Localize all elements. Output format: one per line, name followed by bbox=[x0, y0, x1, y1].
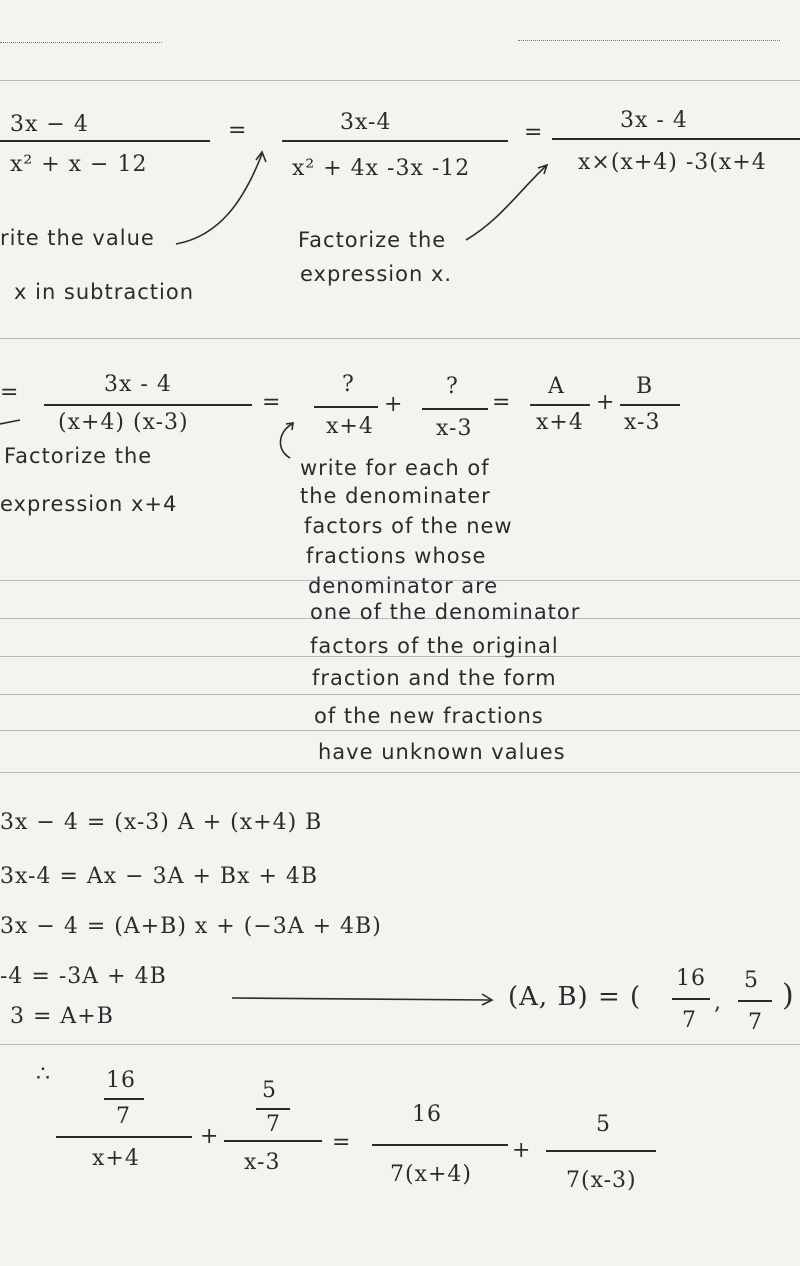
result-comma: , bbox=[714, 990, 722, 1015]
final-f1-top-den: 7 bbox=[116, 1104, 131, 1129]
plus-sign: + bbox=[384, 392, 404, 417]
step2-den1: (x+4) (x-3) bbox=[58, 410, 189, 435]
step2-num1: 3x - 4 bbox=[104, 372, 172, 397]
step2-a-den: x+4 bbox=[536, 410, 584, 435]
step1-note-left-1: rite the value bbox=[0, 226, 155, 250]
system-equation: -4 = -3A + 4B bbox=[0, 964, 167, 989]
plus-sign: + bbox=[512, 1138, 532, 1163]
equation-line: 3x − 4 = (A+B) x + (−3A + 4B) bbox=[0, 914, 382, 939]
step2-q2-num: ? bbox=[446, 374, 459, 399]
equation-line: 3x − 4 = (x-3) A + (x+4) B bbox=[0, 810, 323, 835]
explanation-line: one of the denominator bbox=[310, 600, 581, 624]
arrow-stroke bbox=[466, 166, 546, 240]
step2-b-den: x-3 bbox=[624, 410, 661, 435]
step2-q2-den: x-3 bbox=[436, 416, 473, 441]
final-f2-top-den: 7 bbox=[266, 1112, 281, 1137]
step2-q1-num: ? bbox=[342, 372, 355, 397]
final-f1-top-num: 16 bbox=[106, 1068, 136, 1093]
explanation-line: fraction and the form bbox=[312, 666, 557, 690]
arrow-stroke bbox=[176, 154, 262, 244]
system-equation: 3 = A+B bbox=[10, 1004, 114, 1029]
step2-note-left-1: Factorize the bbox=[4, 444, 153, 468]
step1-den2: x² + 4x -3x -12 bbox=[292, 156, 471, 181]
final-f1-den: x+4 bbox=[92, 1146, 140, 1171]
final-f2-den: x-3 bbox=[244, 1150, 281, 1175]
result-a-num: 16 bbox=[676, 966, 706, 991]
arrow-stroke bbox=[280, 424, 292, 458]
equals-sign: = bbox=[332, 1130, 352, 1155]
step1-note-left-2: x in subtraction bbox=[14, 280, 195, 304]
equals-sign: = bbox=[262, 390, 282, 415]
explanation-line: factors of the original bbox=[310, 634, 559, 658]
arrow-stroke bbox=[0, 420, 20, 424]
equation-line: 3x-4 = Ax − 3A + Bx + 4B bbox=[0, 864, 319, 889]
step1-note-mid-2: expression x. bbox=[300, 262, 453, 286]
step2-b-num: B bbox=[636, 374, 654, 399]
plus-sign: + bbox=[596, 390, 616, 415]
explanation-line: the denominater bbox=[300, 484, 491, 508]
plus-sign: + bbox=[200, 1124, 220, 1149]
step1-num1: 3x − 4 bbox=[10, 112, 89, 137]
result-close-paren: ) bbox=[782, 978, 795, 1013]
result-b-num: 5 bbox=[744, 968, 759, 993]
result-b-den: 7 bbox=[748, 1010, 763, 1035]
equals-sign: = bbox=[228, 118, 248, 143]
result-label: (A, B) = ( bbox=[508, 982, 642, 1012]
step1-den3: x×(x+4) -3(x+4 bbox=[578, 150, 767, 175]
equals-sign: = bbox=[492, 390, 512, 415]
equals-sign: = bbox=[0, 380, 20, 405]
explanation-line: fractions whose bbox=[306, 544, 487, 568]
step1-note-mid-1: Factorize the bbox=[298, 228, 447, 252]
explanation-line: denominator are bbox=[308, 574, 499, 598]
explanation-line: factors of the new bbox=[304, 514, 513, 538]
explanation-line: of the new fractions bbox=[314, 704, 544, 728]
step1-num3: 3x - 4 bbox=[620, 108, 688, 133]
final-f3-num: 16 bbox=[412, 1102, 442, 1127]
final-f3-den: 7(x+4) bbox=[390, 1162, 473, 1187]
arrow-stroke bbox=[232, 998, 490, 1000]
step1-den1: x² + x − 12 bbox=[10, 152, 148, 177]
step2-q1-den: x+4 bbox=[326, 414, 374, 439]
step2-a-num: A bbox=[548, 374, 565, 399]
explanation-line: write for each of bbox=[300, 456, 490, 480]
final-f4-num: 5 bbox=[596, 1112, 611, 1137]
therefore-mark: ∴ bbox=[36, 1062, 51, 1087]
final-f4-den: 7(x-3) bbox=[566, 1168, 637, 1193]
step2-note-left-2: expression x+4 bbox=[0, 492, 178, 516]
result-a-den: 7 bbox=[682, 1008, 697, 1033]
equals-sign: = bbox=[524, 120, 544, 145]
final-f2-top-num: 5 bbox=[262, 1078, 277, 1103]
step1-num2: 3x-4 bbox=[340, 110, 392, 135]
explanation-line: have unknown values bbox=[318, 740, 566, 764]
